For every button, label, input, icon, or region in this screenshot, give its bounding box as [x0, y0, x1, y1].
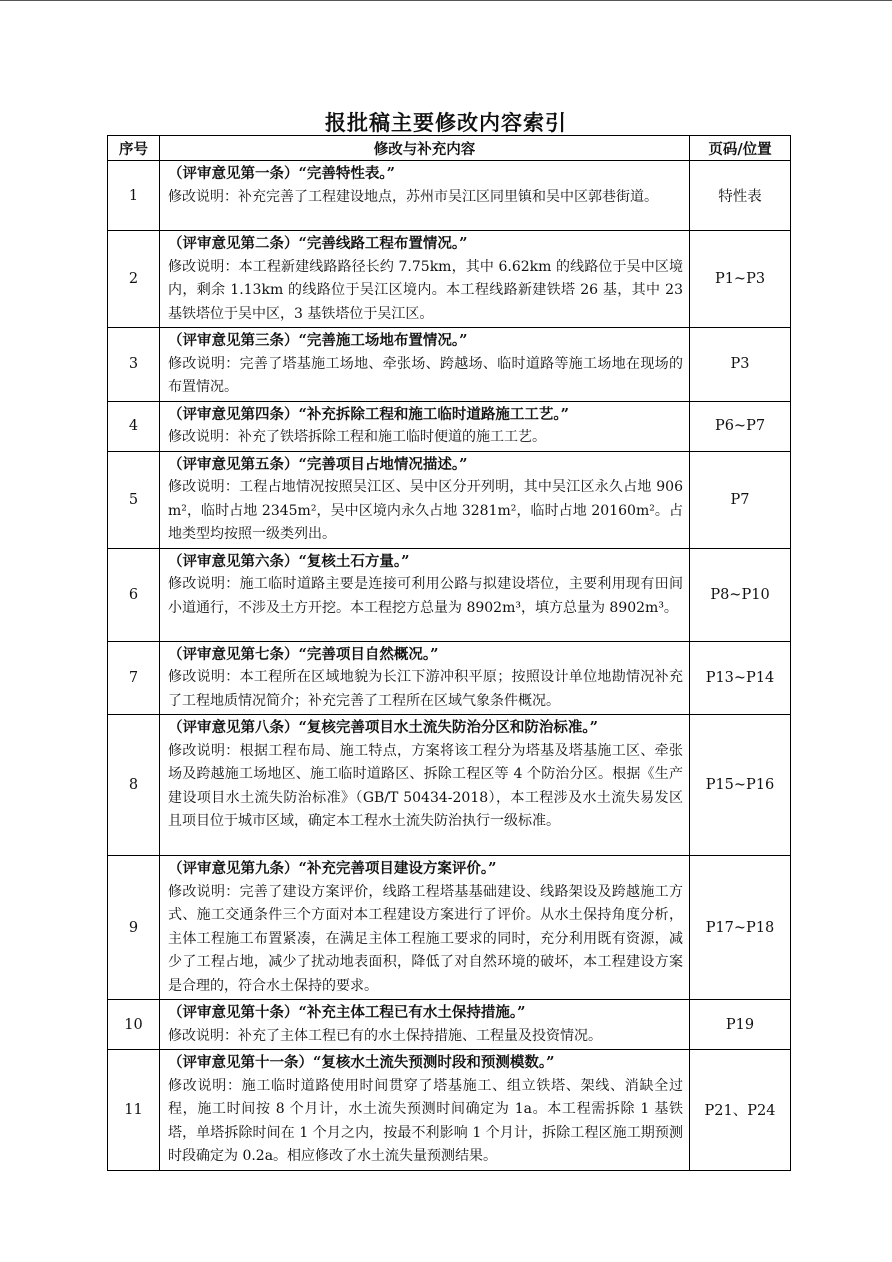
row-page-location: P1~P3 [690, 231, 791, 328]
revision-description: 修改说明：本工程新建线路路径长约 7.75km，其中 6.62km 的线路位于吴中区境内，剩余 1.13km 的线路位于吴江区境内。本工程线路新建铁塔 26 基，其中 23 基铁塔位于吴中区，3 基铁塔位于吴江区。 [168, 258, 683, 322]
row-number: 7 [108, 641, 160, 715]
header-content: 修改与补充内容 [160, 136, 690, 161]
table-header-row [108, 136, 791, 161]
row-content [160, 161, 690, 231]
review-comment-heading: （评审意见第一条）“完善特性表。” [168, 165, 395, 182]
table-row [108, 328, 791, 402]
row-number: 5 [108, 451, 160, 548]
row-number: 9 [108, 856, 160, 1000]
table-row [108, 715, 791, 856]
row-content [160, 1000, 690, 1050]
row-page-location: P15~P16 [690, 715, 791, 856]
revision-description: 修改说明：补充了主体工程已有的水土保持措施、工程量及投资情况。 [168, 1027, 602, 1044]
row-page-location: P7 [690, 451, 791, 548]
row-number: 4 [108, 401, 160, 451]
table-row [108, 401, 791, 451]
revision-description: 修改说明：补充完善了工程建设地点，苏州市吴江区同里镇和吴中区郭巷街道。 [168, 188, 658, 205]
revision-description: 修改说明：本工程所在区域地貌为长江下游冲积平原；按照设计单位地勘情况补充了工程地质情况简介；补充完善了工程所在区域气象条件概况。 [168, 669, 683, 709]
row-content [160, 641, 690, 715]
page-title: 报批稿主要修改内容索引 [325, 110, 567, 135]
revision-description: 修改说明：补充了铁塔拆除工程和施工临时便道的施工工艺。 [168, 429, 546, 445]
revision-description: 修改说明：根据工程布局、施工特点，方案将该工程分为塔基及塔基施工区、牵张场及跨越施工场地区、施工临时道路区、拆除工程区等 4 个防治分区。根据《生产建设项目水土流失防治标准》（GB/T 50434-2018），本工程涉及水土流失易发区且项目位于城市区域，确定本工程水土流失防治执行一级标准。 [168, 742, 683, 829]
table-row [108, 1050, 791, 1171]
review-comment-heading: （评审意见第十一条）“复核水土流失预测时段和预测模数。” [168, 1054, 555, 1071]
revision-index-table [107, 135, 791, 1171]
row-page-location: 特性表 [690, 161, 791, 231]
row-content [160, 401, 690, 451]
table-row [108, 231, 791, 328]
table-row [108, 641, 791, 715]
revision-description: 修改说明：工程占地情况按照吴江区、吴中区分开列明，其中吴江区永久占地 906m²，临时占地 2345m²，吴中区境内永久占地 3281m²，临时占地 20160m²。占地类型均按照一级类列出。 [168, 479, 683, 542]
table-row [108, 548, 791, 641]
row-number: 1 [108, 161, 160, 231]
row-content [160, 548, 690, 641]
review-comment-heading: （评审意见第七条）“完善项目自然概况。” [168, 645, 439, 663]
review-comment-heading: （评审意见第六条）“复核土石方量。” [168, 552, 410, 570]
table-row [108, 451, 791, 548]
revision-description: 修改说明：完善了建设方案评价，线路工程塔基基础建设、线路架设及跨越施工方式、施工交通条件三个方面对本工程建设方案进行了评价。从水土保持角度分析，主体工程施工布置紧凑，在满足主体工程施工要求的同时，充分利用既有资源，减少了工程占地，减少了扰动地表面积，降低了对自然环境的破坏，本工程建设方案是合理的，符合水土保持的要求。 [168, 883, 683, 994]
review-comment-heading: （评审意见第五条）“完善项目占地情况描述。” [168, 455, 468, 473]
table-row [108, 856, 791, 1000]
row-page-location: P21、P24 [690, 1050, 791, 1171]
review-comment-heading: （评审意见第二条）“完善线路工程布置情况。” [168, 235, 468, 252]
row-number: 2 [108, 231, 160, 328]
row-content [160, 856, 690, 1000]
header-number: 序号 [108, 136, 160, 161]
table-row [108, 1000, 791, 1050]
review-comment-heading: （评审意见第三条）“完善施工场地布置情况。” [168, 332, 468, 349]
row-page-location: P17~P18 [690, 856, 791, 1000]
header-page: 页码/位置 [690, 136, 791, 161]
row-content [160, 715, 690, 856]
row-content [160, 1050, 690, 1171]
row-page-location: P13~P14 [690, 641, 791, 715]
row-number: 8 [108, 715, 160, 856]
review-comment-heading: （评审意见第四条）“补充拆除工程和施工临时道路施工工艺。” [168, 405, 569, 423]
table-row [108, 161, 791, 231]
top-rule [0, 0, 892, 1]
row-content [160, 328, 690, 402]
row-number: 10 [108, 1000, 160, 1050]
row-number: 6 [108, 548, 160, 641]
revision-description: 修改说明：完善了塔基施工场地、牵张场、跨越场、临时道路等施工场地在现场的布置情况。 [168, 355, 683, 395]
row-content [160, 231, 690, 328]
review-comment-heading: （评审意见第十条）“补充主体工程已有水土保持措施。” [168, 1004, 526, 1021]
row-content [160, 451, 690, 548]
revision-description: 修改说明：施工临时道路使用时间贯穿了塔基施工、组立铁塔、架线、消缺全过程，施工时间按 8 个月计，水土流失预测时间确定为 1a。本工程需拆除 1 基铁塔，单塔拆除时间在 1 个月之内，按最不利影响 1 个月计，拆除工程区施工期预测时段确定为 0.2a。相应修改了水土流失量预测结果。 [168, 1077, 683, 1164]
row-page-location: P3 [690, 328, 791, 402]
row-page-location: P6~P7 [690, 401, 791, 451]
revision-description: 修改说明：施工临时道路主要是连接可利用公路与拟建设塔位，主要利用现有田间小道通行，不涉及土方开挖。本工程挖方总量为 8902m³，填方总量为 8902m³。 [168, 576, 683, 616]
review-comment-heading: （评审意见第八条）“复核完善项目水土流失防治分区和防治标准。” [168, 719, 598, 736]
row-page-location: P19 [690, 1000, 791, 1050]
row-page-location: P8~P10 [690, 548, 791, 641]
row-number: 3 [108, 328, 160, 402]
review-comment-heading: （评审意见第九条）“补充完善项目建设方案评价。” [168, 860, 497, 877]
row-number: 11 [108, 1050, 160, 1171]
